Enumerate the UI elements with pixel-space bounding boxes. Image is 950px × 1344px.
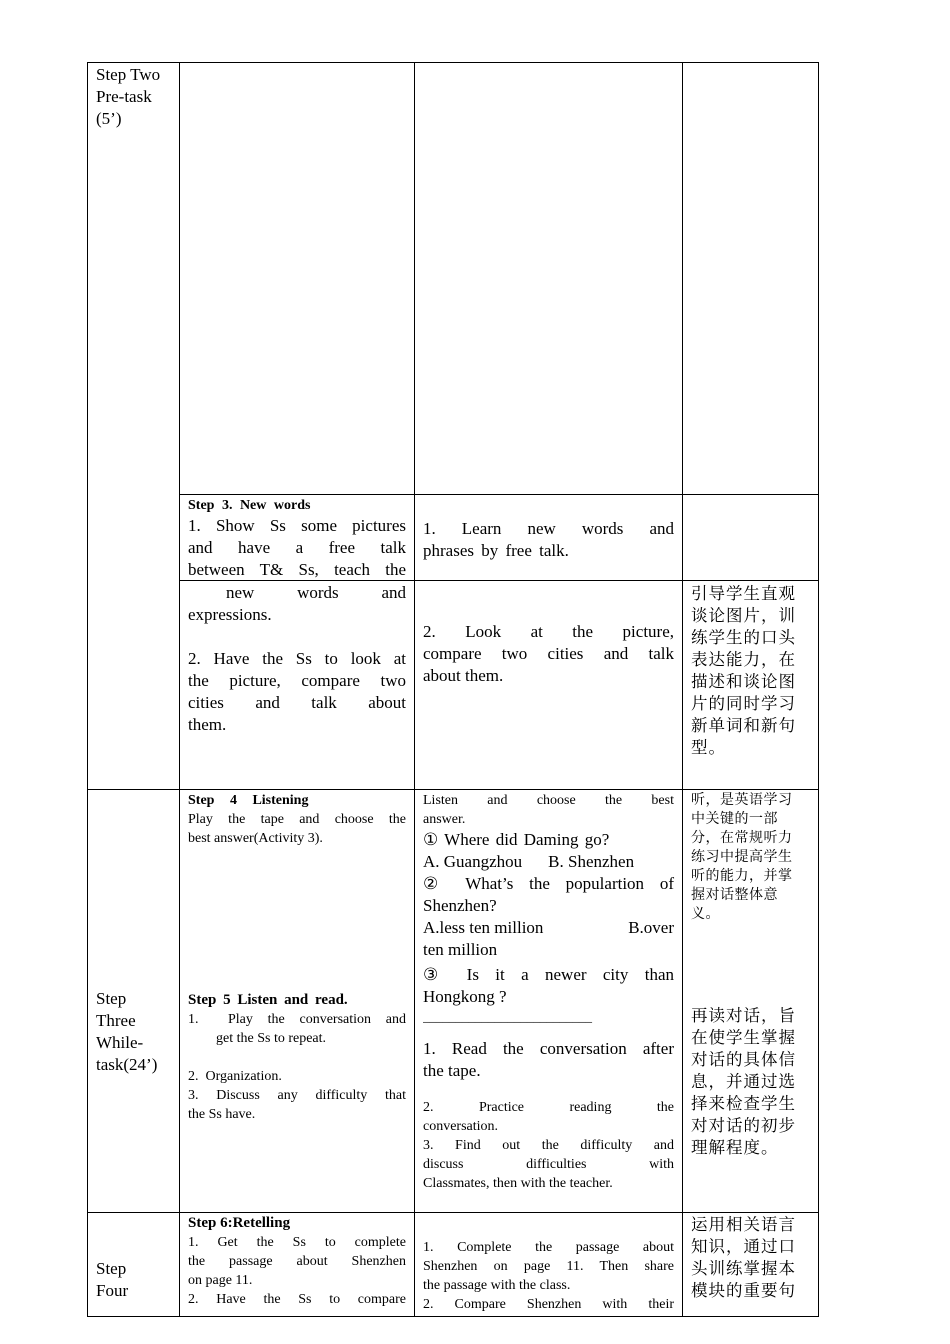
step3-cont-student-line: 2. Look at the picture, bbox=[423, 622, 674, 641]
purpose-line: 义。 bbox=[691, 906, 720, 922]
step6-teacher-line: 2. Have the Ss to compare bbox=[188, 1292, 406, 1307]
step4-teacher-line: Play the tape and choose the bbox=[188, 812, 406, 827]
step6-student-line: the passage with the class. bbox=[423, 1278, 571, 1293]
step-three-student-cell bbox=[423, 791, 674, 1193]
step6-teacher-cell bbox=[188, 1214, 406, 1309]
purpose-line: 息，并通过选 bbox=[691, 1072, 796, 1091]
practice-line: conversation. bbox=[423, 1119, 499, 1134]
step6-title: Step 6:Retelling bbox=[188, 1215, 291, 1231]
step5-item: the Ss have. bbox=[188, 1107, 256, 1122]
read-line: the tape. bbox=[423, 1061, 481, 1080]
find-line: Classmates, then with the teacher. bbox=[423, 1176, 613, 1191]
question-2-options bbox=[423, 917, 674, 939]
row-divider-step3 bbox=[179, 494, 819, 495]
table-border-bottom bbox=[87, 1316, 819, 1317]
step3-cont-student-cell bbox=[423, 621, 674, 687]
step6-teacher-line: 1. Get the Ss to complete bbox=[188, 1235, 406, 1250]
purpose-line: 模块的重要句 bbox=[691, 1281, 796, 1300]
step3-purpose-cell bbox=[691, 583, 815, 759]
row-divider-step-three bbox=[87, 789, 819, 790]
purpose-line: 再读对话，旨 bbox=[691, 1006, 796, 1025]
step5-item: 1. Play the conversation and bbox=[188, 1012, 406, 1027]
step3-cont-teacher-line: 2. Have the Ss to look at bbox=[188, 649, 406, 668]
step3-student-line: 1. Learn new words and bbox=[423, 519, 674, 538]
step3-student-line: phrases by free talk. bbox=[423, 541, 569, 560]
step3-cont-student-line: about them. bbox=[423, 666, 504, 685]
stage-line: Pre-task bbox=[96, 87, 152, 106]
answer-blank: __________________________ bbox=[423, 1009, 592, 1024]
purpose-line: 描述和谈论图 bbox=[691, 672, 796, 691]
step5-item: 2. Organization. bbox=[188, 1069, 282, 1084]
step3-teacher-cell bbox=[188, 496, 406, 581]
purpose-line: 片的同时学习 bbox=[691, 694, 796, 713]
col-divider-3 bbox=[682, 62, 683, 1317]
step6-teacher-line: the passage about Shenzhen bbox=[188, 1254, 406, 1269]
step3-teacher-line: and have a free talk bbox=[188, 538, 406, 557]
row-divider-step-four bbox=[87, 1212, 819, 1213]
stage-label-step-four bbox=[96, 1258, 176, 1302]
step5-item: 3. Discuss any difficulty that bbox=[188, 1088, 406, 1103]
step3-cont-teacher-line: them. bbox=[188, 715, 227, 734]
table-border-left bbox=[87, 62, 88, 1317]
purpose-line: 引导学生直观 bbox=[691, 584, 796, 603]
question-2-options-cont: ten million bbox=[423, 940, 498, 959]
purpose-line: 新单词和新句 bbox=[691, 716, 796, 735]
listen-intro-line: answer. bbox=[423, 812, 466, 827]
stage-line: Step bbox=[96, 1259, 127, 1278]
step6-teacher-line: on page 11. bbox=[188, 1273, 253, 1288]
option-b: B. Shenzhen bbox=[548, 852, 635, 871]
step3-cont-teacher-line: new words and bbox=[226, 583, 406, 602]
step6-student-cell bbox=[423, 1238, 674, 1314]
option-a: A. Guangzhou bbox=[423, 852, 523, 871]
step3-cont-teacher-line: cities and talk about bbox=[188, 693, 406, 712]
step4-teacher-line: best answer(Activity 3). bbox=[188, 831, 323, 846]
col-divider-1 bbox=[179, 62, 180, 1317]
step3-title: Step 3. New words bbox=[188, 498, 311, 513]
stage-line: Three bbox=[96, 1011, 136, 1030]
step6-student-line: Shenzhen on page 11. Then share bbox=[423, 1259, 674, 1274]
purpose-line: 对对话的初步 bbox=[691, 1116, 796, 1135]
table-border-top bbox=[87, 62, 819, 63]
read-line: 1. Read the conversation after bbox=[423, 1039, 674, 1058]
question-2-line: Shenzhen? bbox=[423, 896, 497, 915]
col-divider-2 bbox=[414, 62, 415, 1317]
purpose-line: 分，在常规听力 bbox=[691, 830, 793, 846]
table-border-right bbox=[818, 62, 819, 1317]
purpose-line: 理解程度。 bbox=[691, 1138, 779, 1157]
option-a: A.less ten million bbox=[423, 918, 544, 937]
purpose-line: 中关键的一部 bbox=[691, 811, 778, 827]
find-line: discuss difficulties with bbox=[423, 1157, 674, 1172]
step3-teacher-line: 1. Show Ss some pictures bbox=[188, 516, 406, 535]
purpose-line: 型。 bbox=[691, 738, 726, 757]
find-line: 3. Find out the difficulty and bbox=[423, 1138, 674, 1153]
step3-cont-student-line: compare two cities and talk bbox=[423, 644, 674, 663]
step5-title: Step 5 Listen and read. bbox=[188, 992, 348, 1008]
purpose-line: 谈论图片，训 bbox=[691, 606, 796, 625]
purpose-line: 头训练掌握本 bbox=[691, 1259, 796, 1278]
purpose-line: 练学生的口头 bbox=[691, 628, 796, 647]
option-b: B.over bbox=[628, 918, 674, 937]
listen-intro-line: Listen and choose the best bbox=[423, 793, 674, 808]
question-3-line: Hongkong ? bbox=[423, 987, 507, 1006]
purpose-line: 知识，通过口 bbox=[691, 1237, 796, 1256]
purpose-line: 听，是英语学习 bbox=[691, 792, 793, 808]
stage-line: Four bbox=[96, 1281, 129, 1300]
question-1-options bbox=[423, 851, 674, 873]
step6-purpose-cell bbox=[691, 1214, 815, 1316]
purpose-line: 对话的具体信 bbox=[691, 1050, 796, 1069]
step4-teacher-cell bbox=[188, 791, 406, 848]
stage-line: Step bbox=[96, 989, 127, 1008]
purpose-line: 在使学生掌握 bbox=[691, 1028, 796, 1047]
stage-line: Step Two bbox=[96, 65, 161, 84]
step3-cont-teacher-line: the picture, compare two bbox=[188, 671, 406, 690]
question-3-line: ③ Is it a newer city than bbox=[423, 965, 674, 984]
step3-teacher-line: between T& Ss, teach the bbox=[188, 560, 406, 579]
step6-student-line: 1. Complete the passage about bbox=[423, 1240, 674, 1255]
question-1: ① Where did Daming go? bbox=[423, 830, 610, 849]
step3-cont-teacher-cell bbox=[188, 582, 406, 736]
step5-item: get the Ss to repeat. bbox=[216, 1031, 327, 1046]
stage-line: While- bbox=[96, 1033, 144, 1052]
purpose-line: 练习中提高学生 bbox=[691, 849, 793, 865]
stage-line: task(24’) bbox=[96, 1055, 158, 1074]
purpose-line: 听的能力，并掌 bbox=[691, 868, 793, 884]
purpose-line: 运用相关语言 bbox=[691, 1215, 796, 1234]
step-three-purpose-b bbox=[691, 1005, 815, 1159]
practice-line: 2. Practice reading the bbox=[423, 1100, 674, 1115]
step-three-purpose-a bbox=[691, 791, 815, 924]
purpose-line: 表达能力，在 bbox=[691, 650, 796, 669]
step6-student-line: 2. Compare Shenzhen with their bbox=[423, 1297, 674, 1312]
step5-teacher-cell bbox=[188, 991, 406, 1124]
stage-line: (5’) bbox=[96, 109, 122, 128]
purpose-line: 择来检查学生 bbox=[691, 1094, 796, 1113]
purpose-line: 握对话整体意 bbox=[691, 887, 778, 903]
step3-cont-teacher-line: expressions. bbox=[188, 605, 272, 624]
step4-title: Step 4 Listening bbox=[188, 793, 309, 808]
stage-label-step-two bbox=[96, 64, 176, 130]
stage-label-step-three bbox=[96, 988, 178, 1076]
step3-student-cell bbox=[423, 518, 674, 562]
question-2-line: ② What’s the populartion of bbox=[423, 874, 674, 893]
